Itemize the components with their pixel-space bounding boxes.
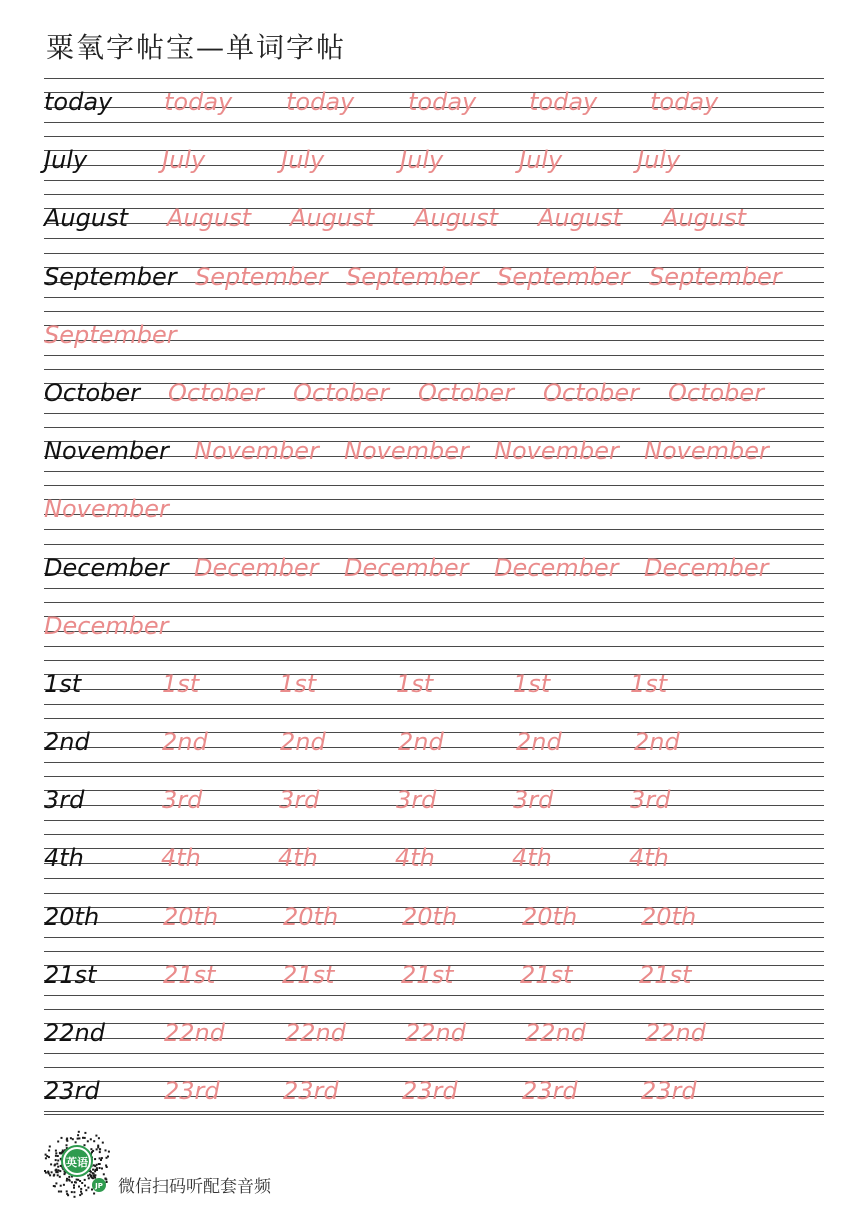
trace-word: September bbox=[346, 262, 479, 291]
page-title: 粟氧字帖宝—单词字帖 bbox=[46, 31, 347, 64]
practice-row bbox=[44, 194, 824, 252]
row-words bbox=[44, 608, 824, 644]
guide-line bbox=[44, 427, 824, 428]
trace-word: 2nd bbox=[634, 728, 680, 757]
guide-line bbox=[44, 646, 824, 647]
trace-word: 1st bbox=[630, 669, 668, 698]
guide-line bbox=[44, 1067, 824, 1068]
trace-word: 4th bbox=[512, 844, 552, 873]
guide-line bbox=[44, 834, 824, 835]
model-word: August bbox=[44, 204, 128, 233]
guide-line bbox=[44, 820, 824, 821]
model-word: 3rd bbox=[44, 786, 85, 815]
model-word: October bbox=[44, 378, 141, 407]
trace-word: December bbox=[194, 553, 319, 582]
trace-word: today bbox=[408, 88, 477, 116]
footer-caption: 微信扫码听配套音频 bbox=[118, 1177, 271, 1197]
guide-line bbox=[44, 602, 824, 603]
trace-word: 1st bbox=[513, 669, 551, 698]
practice-row bbox=[44, 951, 824, 1009]
trace-word: August bbox=[167, 204, 251, 233]
guide-line bbox=[44, 297, 824, 298]
trace-word: August bbox=[290, 204, 374, 233]
trace-word: October bbox=[668, 378, 765, 407]
trace-word: 22nd bbox=[285, 1019, 346, 1047]
practice-row bbox=[44, 253, 824, 311]
row-words bbox=[44, 259, 824, 295]
trace-word: November bbox=[644, 437, 769, 466]
trace-word: 3rd bbox=[279, 786, 320, 815]
practice-row bbox=[44, 776, 824, 834]
guide-line bbox=[44, 588, 824, 589]
guide-line bbox=[44, 122, 824, 123]
guide-line bbox=[44, 660, 824, 661]
guide-line bbox=[44, 413, 824, 414]
row-words bbox=[44, 433, 824, 469]
trace-word: 21st bbox=[520, 960, 573, 989]
model-word: 1st bbox=[44, 669, 82, 698]
trace-word: 4th bbox=[629, 844, 669, 873]
guide-line bbox=[44, 78, 824, 79]
guide-line bbox=[44, 1111, 824, 1112]
trace-word: December bbox=[344, 553, 469, 582]
practice-row bbox=[44, 427, 824, 485]
trace-word: 20th bbox=[163, 902, 219, 931]
qr-mini-label: JP bbox=[95, 1182, 103, 1190]
trace-word: today bbox=[286, 88, 355, 116]
row-words bbox=[44, 491, 824, 527]
trace-word: 4th bbox=[161, 844, 201, 873]
practice-row bbox=[44, 311, 824, 369]
trace-word: July bbox=[400, 146, 444, 175]
guide-line bbox=[44, 136, 824, 137]
model-word: November bbox=[44, 437, 169, 466]
practice-row bbox=[44, 485, 824, 543]
trace-word: 23rd bbox=[641, 1077, 697, 1106]
model-word: July bbox=[44, 146, 88, 175]
guide-line bbox=[44, 369, 824, 370]
practice-row bbox=[44, 1067, 824, 1125]
guide-line bbox=[44, 937, 824, 938]
guide-line bbox=[44, 238, 824, 239]
practice-row bbox=[44, 660, 824, 718]
row-words bbox=[44, 724, 824, 760]
row-words bbox=[44, 1073, 824, 1109]
row-words bbox=[44, 666, 824, 702]
trace-word: 22nd bbox=[525, 1019, 586, 1047]
trace-word: October bbox=[543, 378, 640, 407]
practice-row bbox=[44, 544, 824, 602]
trace-word: 23rd bbox=[402, 1077, 458, 1106]
trace-word: 20th bbox=[402, 902, 458, 931]
trace-word: December bbox=[494, 553, 619, 582]
trace-word: 2nd bbox=[280, 728, 326, 757]
model-word: 4th bbox=[44, 844, 84, 873]
guide-line bbox=[44, 253, 824, 254]
trace-word: October bbox=[293, 378, 390, 407]
trace-word: August bbox=[662, 204, 746, 233]
trace-word: July bbox=[162, 146, 206, 175]
guide-line bbox=[44, 180, 824, 181]
trace-word: today bbox=[529, 88, 598, 116]
model-word: 21st bbox=[44, 960, 97, 989]
trace-word: 20th bbox=[283, 902, 339, 931]
trace-word: today bbox=[650, 88, 719, 116]
model-word: December bbox=[44, 553, 169, 582]
trace-word: July bbox=[637, 146, 681, 175]
guide-line bbox=[44, 1053, 824, 1054]
trace-word: 21st bbox=[401, 960, 454, 989]
model-word: today bbox=[44, 88, 113, 116]
model-word: 23rd bbox=[44, 1077, 100, 1106]
guide-line bbox=[44, 485, 824, 486]
row-words bbox=[44, 200, 824, 236]
trace-word: 1st bbox=[279, 669, 317, 698]
qr-code-icon bbox=[42, 1128, 112, 1198]
guide-line bbox=[44, 355, 824, 356]
trace-word: 23rd bbox=[283, 1077, 339, 1106]
trace-word: 3rd bbox=[513, 786, 554, 815]
row-words bbox=[44, 317, 824, 353]
trace-word: November bbox=[194, 437, 319, 466]
guide-line bbox=[44, 704, 824, 705]
trace-word: 20th bbox=[522, 902, 578, 931]
trace-word: November bbox=[44, 495, 169, 524]
trace-word: 2nd bbox=[398, 728, 444, 757]
guide-line bbox=[44, 762, 824, 763]
guide-line bbox=[44, 529, 824, 530]
guide-line bbox=[44, 878, 824, 879]
guide-line bbox=[44, 311, 824, 312]
trace-word: 21st bbox=[163, 960, 216, 989]
trace-word: 1st bbox=[396, 669, 434, 698]
row-words bbox=[44, 142, 824, 178]
guide-line bbox=[44, 718, 824, 719]
practice-row bbox=[44, 78, 824, 136]
bottom-rule bbox=[44, 1114, 824, 1115]
trace-word: 20th bbox=[641, 902, 697, 931]
practice-row bbox=[44, 893, 824, 951]
trace-word: September bbox=[195, 262, 328, 291]
trace-word: 2nd bbox=[162, 728, 208, 757]
row-words bbox=[44, 899, 824, 935]
model-word: 20th bbox=[44, 902, 100, 931]
trace-word: 1st bbox=[162, 669, 200, 698]
row-words bbox=[44, 957, 824, 993]
trace-word: 4th bbox=[395, 844, 435, 873]
guide-line bbox=[44, 951, 824, 952]
trace-word: 3rd bbox=[396, 786, 437, 815]
trace-word: October bbox=[418, 378, 515, 407]
trace-word: 22nd bbox=[164, 1019, 225, 1047]
trace-word: July bbox=[281, 146, 325, 175]
guide-line bbox=[44, 471, 824, 472]
trace-word: December bbox=[44, 611, 169, 640]
trace-word: 21st bbox=[639, 960, 692, 989]
practice-row bbox=[44, 718, 824, 776]
trace-word: August bbox=[538, 204, 622, 233]
trace-word: 4th bbox=[278, 844, 318, 873]
guide-line bbox=[44, 893, 824, 894]
trace-word: July bbox=[519, 146, 563, 175]
model-word: 22nd bbox=[44, 1019, 105, 1047]
row-words bbox=[44, 375, 824, 411]
trace-word: November bbox=[344, 437, 469, 466]
trace-word: October bbox=[168, 378, 265, 407]
guide-line bbox=[44, 776, 824, 777]
trace-word: November bbox=[494, 437, 619, 466]
row-words bbox=[44, 1015, 824, 1051]
trace-word: 3rd bbox=[630, 786, 671, 815]
practice-row bbox=[44, 369, 824, 427]
trace-word: 23rd bbox=[164, 1077, 220, 1106]
trace-word: 22nd bbox=[405, 1019, 466, 1047]
row-words bbox=[44, 840, 824, 876]
guide-line bbox=[44, 544, 824, 545]
trace-word: 23rd bbox=[522, 1077, 578, 1106]
guide-line bbox=[44, 995, 824, 996]
trace-word: September bbox=[649, 262, 782, 291]
trace-word: today bbox=[164, 88, 233, 116]
model-word: 2nd bbox=[44, 728, 90, 757]
trace-word: 21st bbox=[282, 960, 335, 989]
trace-word: 22nd bbox=[645, 1019, 706, 1047]
model-word: September bbox=[44, 262, 177, 291]
row-words bbox=[44, 84, 824, 120]
row-words bbox=[44, 550, 824, 586]
guide-line bbox=[44, 194, 824, 195]
trace-word: December bbox=[644, 553, 769, 582]
practice-row bbox=[44, 602, 824, 660]
guide-line bbox=[44, 1009, 824, 1010]
trace-word: 3rd bbox=[162, 786, 203, 815]
practice-row bbox=[44, 834, 824, 892]
practice-row bbox=[44, 1009, 824, 1067]
qr-badge-label: 英语 bbox=[66, 1156, 88, 1169]
row-words bbox=[44, 782, 824, 818]
trace-word: August bbox=[414, 204, 498, 233]
trace-word: September bbox=[497, 262, 630, 291]
practice-row bbox=[44, 136, 824, 194]
trace-word: September bbox=[44, 320, 177, 349]
practice-rows bbox=[44, 78, 824, 1125]
trace-word: 2nd bbox=[516, 728, 562, 757]
